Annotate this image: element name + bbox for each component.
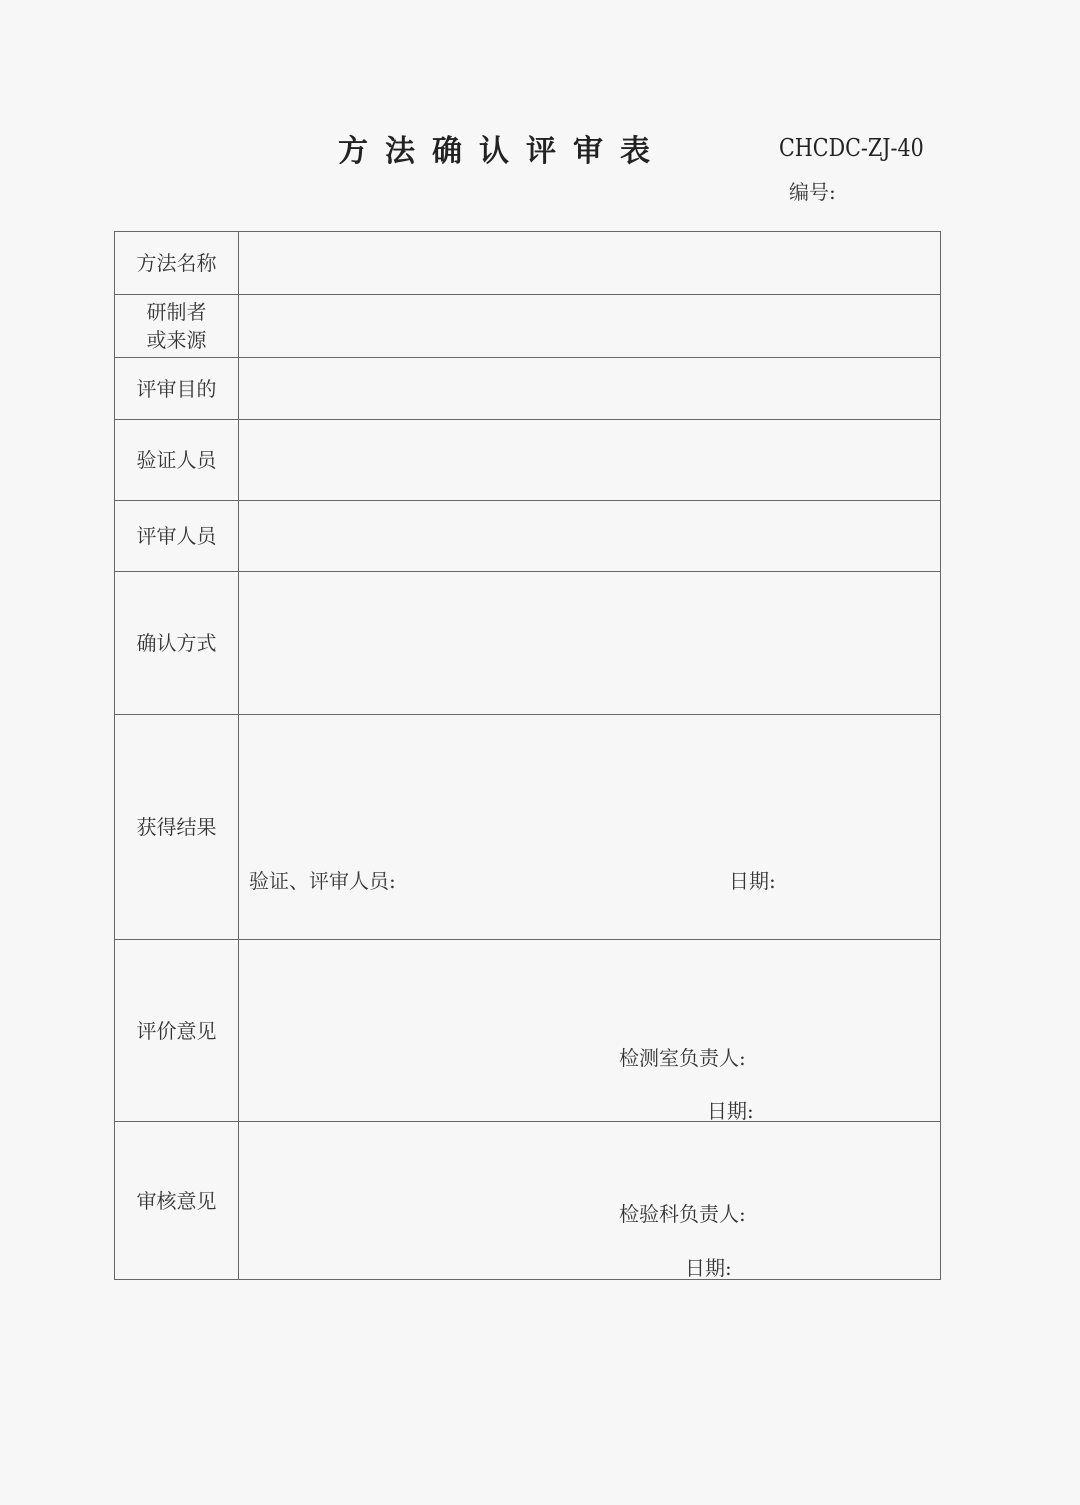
method-name-label: 方法名称 xyxy=(115,232,239,295)
table-row xyxy=(115,295,941,358)
developer-label-line2: 或来源 xyxy=(146,328,207,352)
table-row xyxy=(115,232,941,295)
table-row xyxy=(115,1122,941,1280)
results-date-label: 日期: xyxy=(729,869,776,893)
table-row xyxy=(115,420,941,501)
evaluation-opinion-field[interactable] xyxy=(239,940,941,1122)
table-row xyxy=(115,358,941,420)
confirmation-method-label: 确认方式 xyxy=(115,572,239,715)
review-staff-field[interactable] xyxy=(239,501,941,572)
results-signer-label: 验证、评审人员: xyxy=(249,869,396,893)
method-name-field[interactable] xyxy=(239,232,941,295)
page-title: 方法确认评审表 xyxy=(338,134,667,169)
review-staff-label: 评审人员 xyxy=(115,501,239,572)
audit-opinion-label: 审核意见 xyxy=(115,1122,239,1280)
developer-label-line1: 研制者 xyxy=(146,300,207,324)
developer-source-label xyxy=(115,295,239,358)
audit-date-label: 日期: xyxy=(685,1256,732,1280)
review-purpose-field[interactable] xyxy=(239,358,941,420)
evaluation-date-label: 日期: xyxy=(707,1099,754,1123)
table-row xyxy=(115,501,941,572)
table-row xyxy=(115,940,941,1122)
results-label: 获得结果 xyxy=(115,715,239,940)
audit-opinion-field[interactable] xyxy=(239,1122,941,1280)
results-field[interactable] xyxy=(239,715,941,940)
verification-staff-field[interactable] xyxy=(239,420,941,501)
evaluation-opinion-label: 评价意见 xyxy=(115,940,239,1122)
verification-staff-label: 验证人员 xyxy=(115,420,239,501)
table-row xyxy=(115,572,941,715)
lab-head-label: 检测室负责人: xyxy=(619,1046,746,1070)
developer-source-field[interactable] xyxy=(239,295,941,358)
table-row xyxy=(115,715,941,940)
review-form-table xyxy=(114,231,941,1280)
serial-number-label: 编号: xyxy=(789,180,836,204)
review-purpose-label: 评审目的 xyxy=(115,358,239,420)
confirmation-method-field[interactable] xyxy=(239,572,941,715)
dept-head-label: 检验科负责人: xyxy=(619,1202,746,1226)
document-code: CHCDC-ZJ-40 xyxy=(779,134,924,162)
